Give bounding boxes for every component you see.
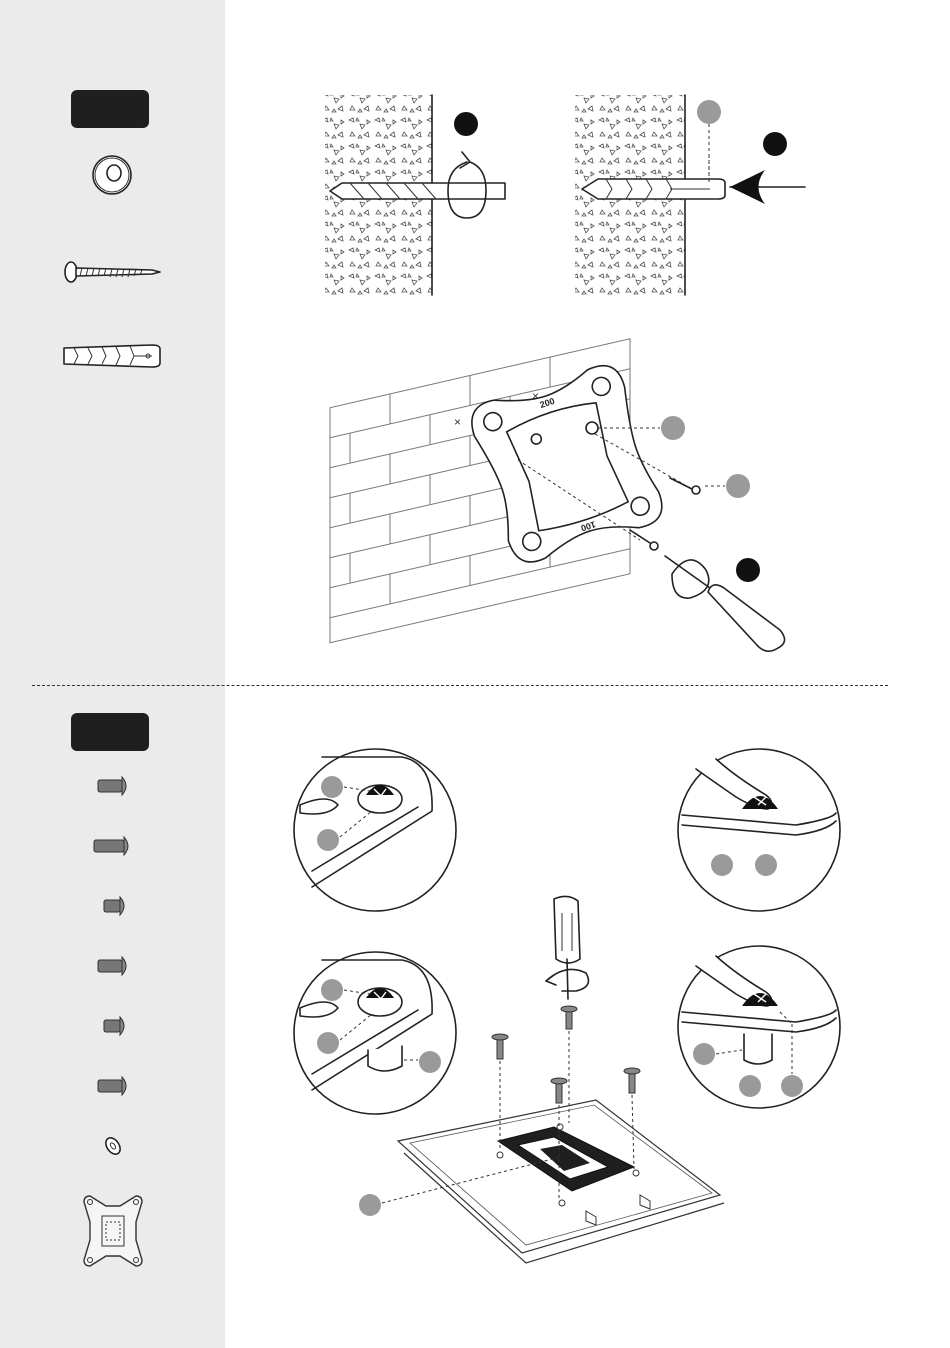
plate-label-100: 100 xyxy=(579,519,597,534)
detail-circle-top-left xyxy=(292,747,458,913)
plate-label-200: 200 xyxy=(538,395,556,410)
svg-text:×: × xyxy=(532,389,540,403)
step-marker-black-3 xyxy=(736,558,760,582)
section-divider xyxy=(32,685,888,686)
bolt-long-ridged-icon xyxy=(92,835,134,857)
step-badge-2 xyxy=(71,713,149,751)
insert-plug-panel xyxy=(570,90,820,300)
step-marker-gray-3 xyxy=(661,416,685,440)
wall-plug-icon xyxy=(60,340,165,372)
bolt-medium-icon xyxy=(96,955,132,977)
step-marker-gray-4 xyxy=(726,474,750,498)
svg-text:×: × xyxy=(454,415,462,429)
step-marker-gray xyxy=(697,100,721,124)
washer-icon xyxy=(90,153,134,197)
detail-circle-top-right xyxy=(676,747,842,913)
small-washer-icon xyxy=(102,1135,124,1157)
step-marker-black-2 xyxy=(763,132,787,156)
tv-adapter-assembly xyxy=(350,895,730,1265)
wall-plate-mounting xyxy=(320,330,800,670)
wood-screw-icon xyxy=(62,260,162,284)
bolt-long-icon xyxy=(96,775,132,797)
step-badge-1 xyxy=(71,90,149,128)
bolt-short-icon xyxy=(102,895,130,917)
bolt-medium-2-icon xyxy=(96,1075,132,1097)
adapter-plate-icon xyxy=(78,1192,148,1270)
drill-wall-panel xyxy=(320,90,520,300)
bolt-short-2-icon xyxy=(102,1015,130,1037)
step-marker-black xyxy=(454,112,478,136)
parts-sidebar xyxy=(0,0,225,1348)
